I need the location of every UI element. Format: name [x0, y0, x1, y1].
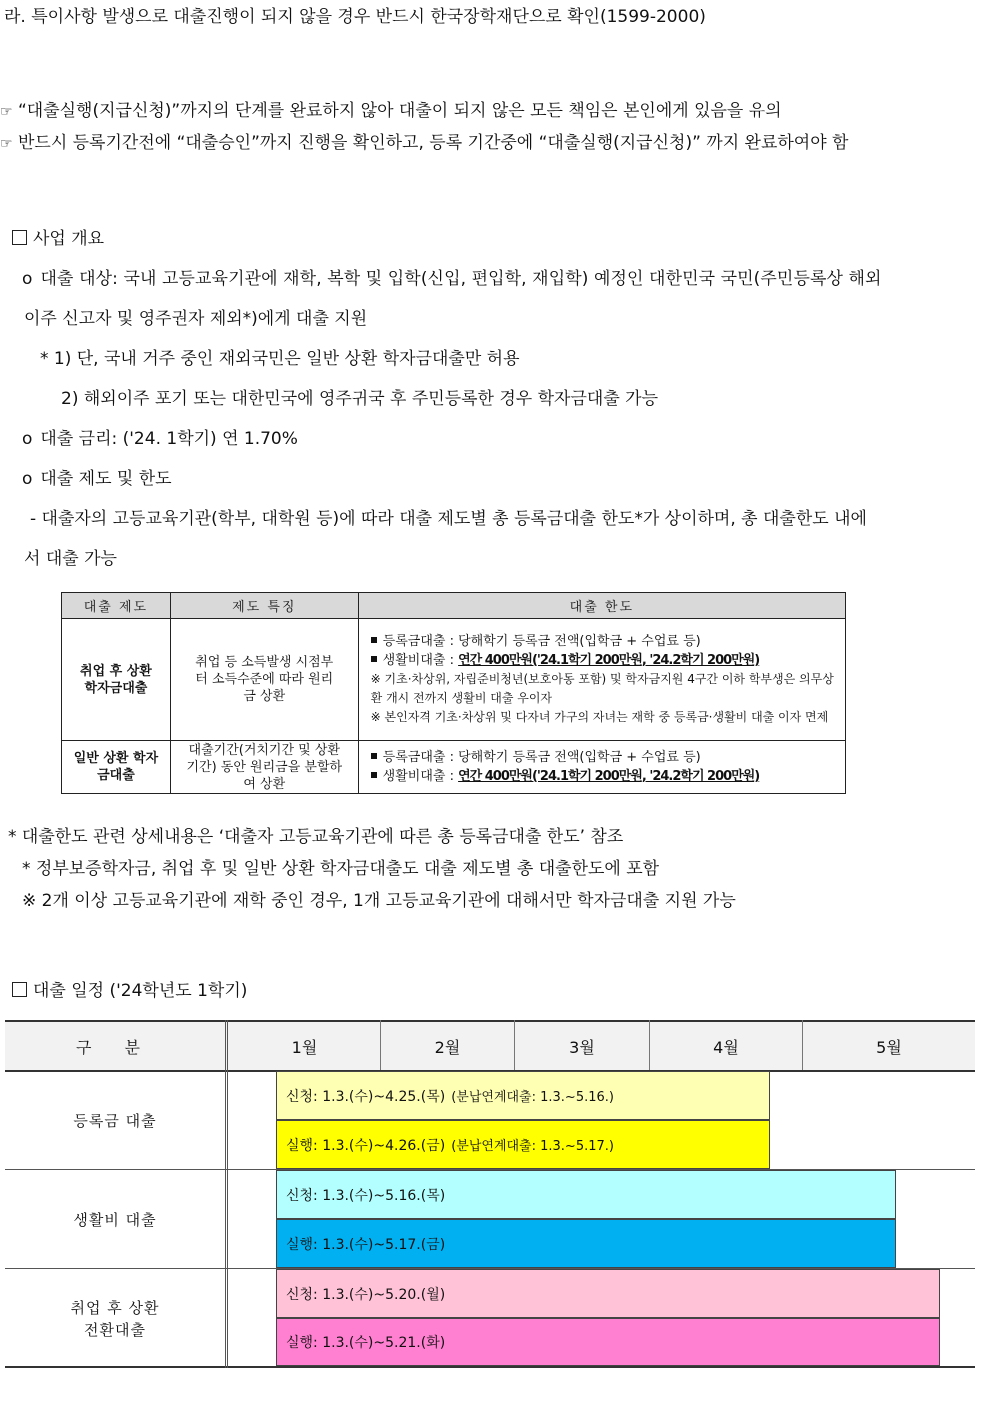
schedule-row-name-living: 생활비 대출 — [73, 1211, 157, 1229]
month-4: 4월 — [713, 1038, 739, 1057]
bullet-square-icon — [371, 753, 377, 759]
limit-note-1: ※ 기초·차상위, 자립준비청년(보호아동 포함) 및 학자금지원 4구간 이하 학부생은 의무상환 개시 전까지 생활비 대출 우이자 — [370, 672, 834, 705]
system-name: 취업 후 상환 학자금대출 — [62, 619, 171, 741]
header-loan-system: 대출 제도 — [62, 593, 171, 619]
schedule-row-name-icl-line2: 전환대출 — [84, 1321, 146, 1339]
loan-system-desc-1: - 대출자의 고등교육기관(학부, 대학원 등)에 따라 대출 제도별 총 등록금대출 한도*가 상이하며, 총 대출한도 내에 — [30, 509, 867, 529]
schedule-bar-living-apply: 신청: 1.3.(수)~5.16.(목) — [276, 1170, 896, 1219]
schedule-bar-icl-apply: 신청: 1.3.(수)~5.20.(월) — [276, 1269, 940, 1318]
bullet-o: o — [22, 429, 33, 449]
header-limit: 대출 한도 — [358, 593, 845, 619]
bullet-o: o — [22, 269, 33, 289]
schedule-row-name-icl-line1: 취업 후 상환 — [70, 1299, 160, 1317]
table-row — [62, 619, 846, 741]
system-feature: 대출기간(거치기간 및 상환기간) 동안 원리금을 분할하여 상환 — [170, 741, 358, 794]
pointing-hand-icon: ☞ — [0, 104, 13, 120]
system-feature: 취업 등 소득발생 시점부터 소득수준에 따라 원리금 상환 — [170, 619, 358, 741]
month-2: 2월 — [434, 1038, 461, 1057]
loan-target-line-1: o 대출 대상: 국내 고등교육기관에 재학, 복학 및 입학(신입, 편입학, 재입학) 예정인 대한민국 국민(주민등록상 해외 — [22, 269, 882, 289]
warning-line-2 — [0, 128, 848, 153]
table-row — [62, 741, 846, 794]
table-header-row — [62, 593, 846, 619]
bullet-o: o — [22, 469, 33, 489]
warning-text-2: 반드시 등록기간전에 “대출승인”까지 진행을 확인하고, 등록 기간중에 “대출실행(지급신청)” 까지 완료하여야 함 — [17, 133, 849, 153]
schedule-table — [5, 1020, 975, 1368]
note-2: * 정부보증학자금, 취업 후 및 일반 상환 학자금대출도 대출 제도별 총 대출한도에 포함 — [22, 859, 660, 879]
loan-rate: o 대출 금리: ('24. 1학기) 연 1.70% — [22, 429, 298, 449]
schedule-bar-icl-exec: 실행: 1.3.(수)~5.21.(화) — [276, 1318, 940, 1366]
system-limit: 등록금대출 : 당해학기 등록금 전액(입학금 + 수업료 등) 생활비대출 : 연간 400만원('24.1학기 200만원, '24.2학기 200만원) — [358, 741, 845, 794]
bullet-square-icon — [371, 772, 377, 778]
loan-system-table — [61, 592, 846, 794]
schedule-header-label: 구 분 — [76, 1038, 154, 1057]
limit-note-2: ※ 본인자격 기초·차상위 및 다자녀 가구의 자녀는 재학 중 등록금·생활비 대출 이자 면제 — [370, 710, 829, 724]
footnote-2: 2) 해외이주 포기 또는 대한민국에 영주귀국 후 주민등록한 경우 학자금대출 가능 — [61, 389, 658, 409]
schedule-bar-living-exec: 실행: 1.3.(수)~5.17.(금) — [276, 1219, 896, 1268]
column-separator — [225, 1020, 228, 1368]
footnote-1: * 1) 단, 국내 거주 중인 재외국민은 일반 상환 학자금대출만 허용 — [40, 349, 520, 369]
loan-system-desc-2: 서 대출 가능 — [24, 549, 117, 569]
section-schedule-title: 대출 일정 ('24학년도 1학기) — [12, 976, 247, 1001]
checkbox-square-icon — [12, 230, 27, 245]
warning-text-1: “대출실행(지급신청)”까지의 단계를 완료하지 않아 대출이 되지 않은 모든 책임은 본인에게 있음을 유의 — [17, 101, 782, 121]
schedule-row-name-tuition: 등록금 대출 — [73, 1112, 157, 1130]
table-border-top — [5, 1020, 975, 1022]
month-1: 1월 — [291, 1038, 318, 1057]
bullet-square-icon — [371, 656, 377, 662]
system-name: 일반 상환 학자금대출 — [62, 741, 171, 794]
section-overview-title: 사업 개요 — [12, 224, 104, 249]
system-limit: 등록금대출 : 당해학기 등록금 전액(입학금 + 수업료 등) 생활비대출 : 연간 400만원('24.1학기 200만원, '24.2학기 200만원) ※ 기초·차상위, 자립준비청년(보호아동 포함) 및 학자금지원 4구간 이하 학부생은 의무상환 개시 전까지 생활비 대출 우이자 ※ 본인자격 기초·차상위 및 다자녀 가구의 자녀는 재학 중 등록금·생활비 대출 이자 면제 — [358, 619, 845, 741]
schedule-bar-tuition-apply: 신청: 1.3.(수)~4.25.(목) (분납연계대출: 1.3.~5.16.) — [276, 1071, 770, 1120]
loan-system-title: o 대출 제도 및 한도 — [22, 469, 172, 489]
note-1: * 대출한도 관련 상세내용은 ‘대출자 고등교육기관에 따른 총 등록금대출 한도’ 참조 — [8, 827, 624, 847]
header-feature: 제도 특징 — [170, 593, 358, 619]
schedule-bar-tuition-exec: 실행: 1.3.(수)~4.26.(금) (분납연계대출: 1.3.~5.17.) — [276, 1120, 770, 1169]
top-notice: 라. 특이사항 발생으로 대출진행이 되지 않을 경우 반드시 한국장학재단으로 확인(1599-2000) — [4, 7, 706, 27]
pointing-hand-icon: ☞ — [0, 136, 13, 152]
month-3: 3월 — [569, 1038, 595, 1057]
table-border-bottom — [5, 1366, 975, 1368]
bullet-square-icon — [371, 637, 377, 643]
checkbox-square-icon — [12, 982, 27, 997]
loan-target-line-2: 이주 신고자 및 영주권자 제외*)에게 대출 지원 — [24, 309, 368, 329]
month-5: 5월 — [876, 1038, 902, 1057]
warning-line-1 — [0, 96, 782, 121]
note-3: ※ 2개 이상 고등교육기관에 재학 중인 경우, 1개 고등교육기관에 대해서만 학자금대출 지원 가능 — [22, 891, 736, 911]
